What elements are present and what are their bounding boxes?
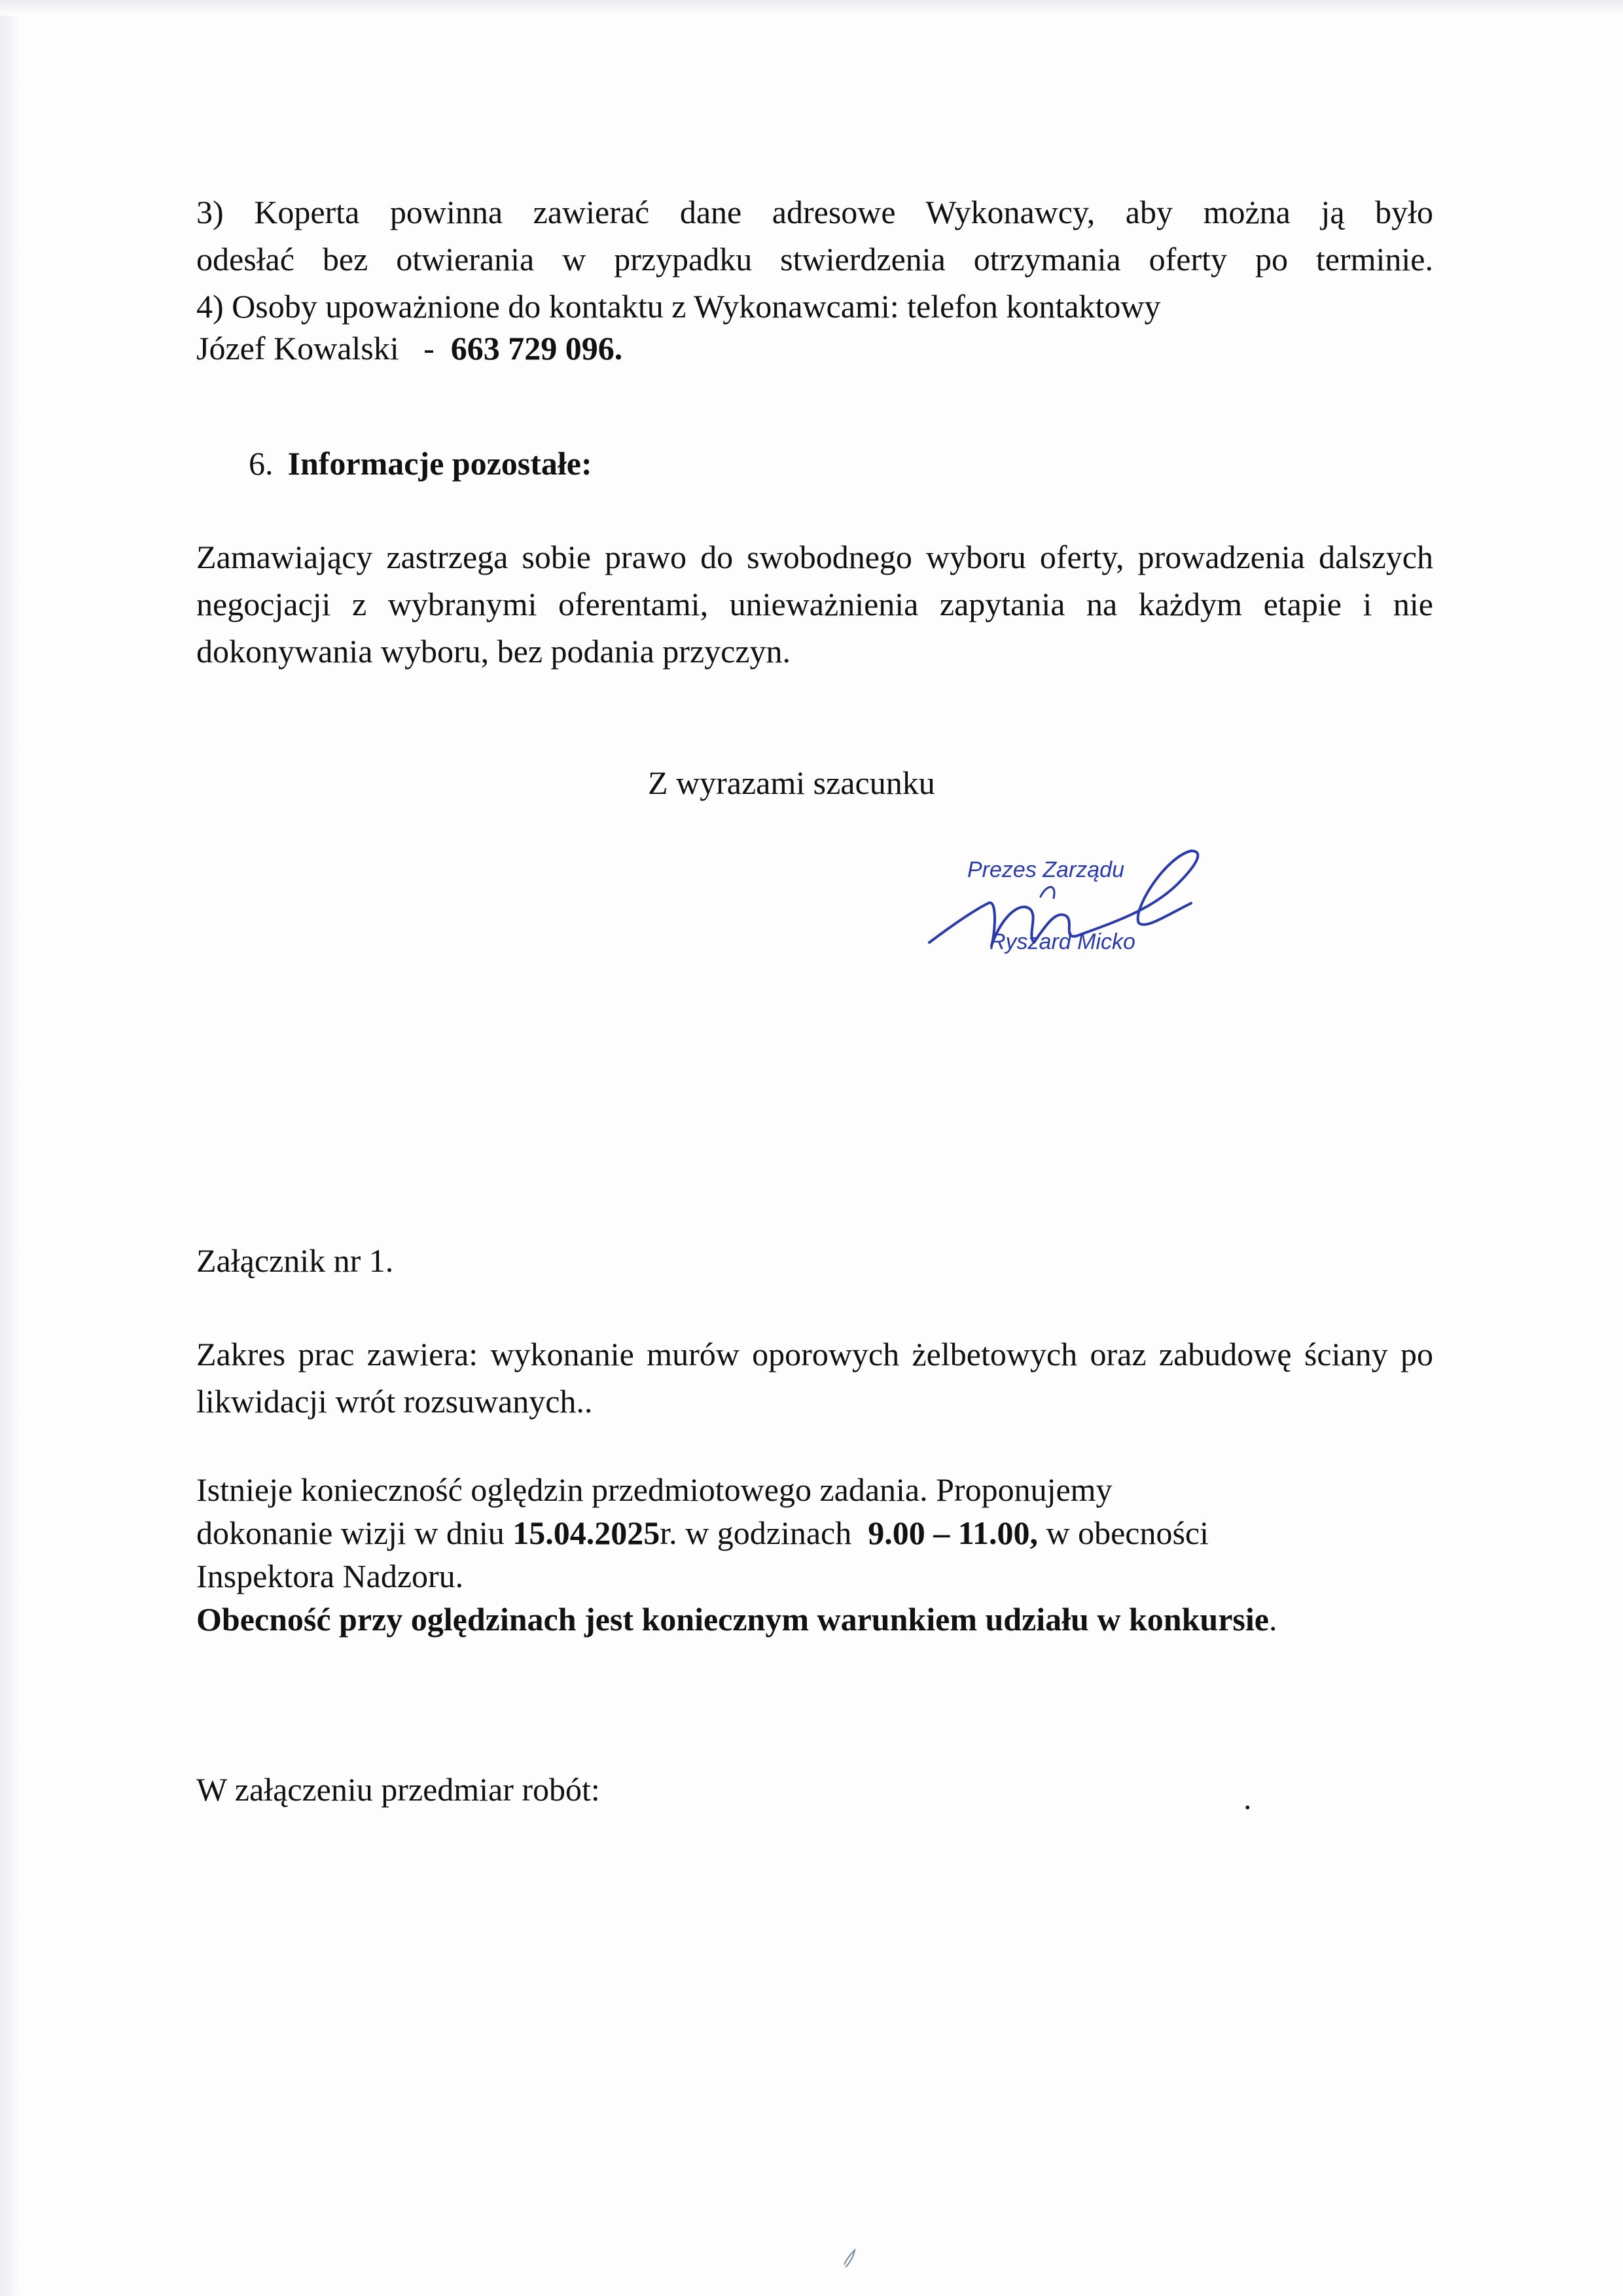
bill-of-quantities-line: W załączeniu przedmiar robót: — [196, 1771, 600, 1808]
visit-date: 15.04.2025 — [512, 1515, 660, 1551]
section-6-heading — [249, 440, 592, 487]
scan-edge-top — [0, 0, 1623, 16]
scan-edge-left — [0, 0, 20, 2296]
visit-line-3: Inspektora Nadzoru. — [196, 1558, 464, 1594]
attachment-scope: Zakres prac zawiera: wykonanie murów oporowych żelbetowych oraz zabudowę ściany po likwidacji wrót rozsuwanych.. — [196, 1336, 1433, 1420]
attendance-warning-text: Obecność przy oględzinach jest koniecznym warunkiem udziału w konkursie — [196, 1601, 1269, 1638]
closing-greeting: Z wyrazami szacunku — [648, 764, 935, 801]
section-6-number: 6. — [249, 445, 274, 482]
signature-block — [916, 838, 1270, 995]
section-6-title: Informacje pozostałe: — [287, 445, 592, 482]
visit-mid: r. w godzinach — [660, 1515, 868, 1551]
visit-line-2 — [196, 1509, 1433, 1556]
attachment-title: Załącznik nr 1. — [196, 1242, 394, 1279]
visit-line-1: Istnieje konieczność oględzin przedmiotowego zadania. Proponujemy — [196, 1471, 1113, 1508]
contact-name: Józef Kowalski - — [196, 330, 451, 367]
signature-name: Ryszard Micko — [990, 929, 1135, 954]
contact-line — [196, 325, 1433, 372]
attendance-warning — [196, 1596, 1283, 1643]
signature-role: Prezes Zarządu — [967, 857, 1124, 882]
trailing-dot: . — [1243, 1780, 1252, 1816]
visit-pre-date: dokonanie wizji w dniu — [196, 1515, 513, 1551]
visit-post: w obecności — [1037, 1515, 1209, 1551]
envelope-line-2: odesłać bez otwierania w przypadku stwierdzenia otrzymania oferty po terminie. — [196, 241, 1433, 278]
section-6-paragraph: Zamawiający zastrzega sobie prawo do swobodnego wyboru oferty, prowadzenia dalszych negocjacji z wybranymi oferentami, unieważnienia zapytania na każdym etapie i nie dokonywania wyboru, bez podania przyczyn. — [196, 539, 1433, 670]
contact-phone: 663 729 096. — [450, 330, 623, 367]
ink-mark-icon — [839, 2245, 859, 2271]
visit-hours: 9.00 – 11.00, — [868, 1515, 1038, 1551]
attendance-warning-end: . — [1268, 1601, 1277, 1638]
envelope-line-1: 3) Koperta powinna zawierać dane adresowe Wykonawcy, aby można ją było — [196, 194, 1433, 230]
contact-persons-line: 4) Osoby upoważnione do kontaktu z Wykonawcami: telefon kontaktowy — [196, 288, 1161, 325]
